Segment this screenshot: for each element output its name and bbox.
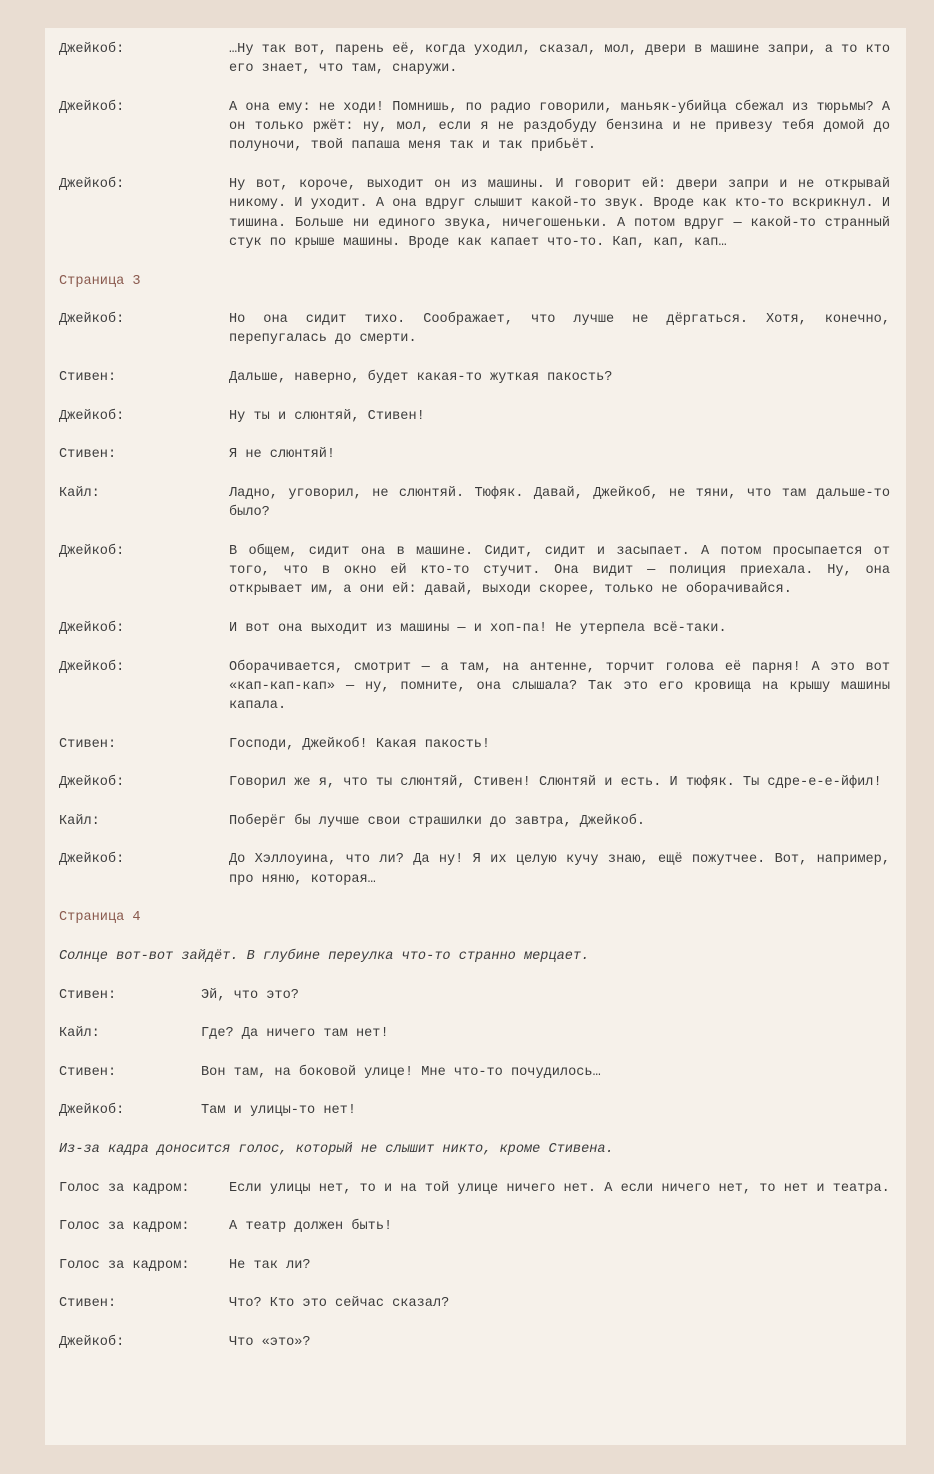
speaker-name: Джейкоб: [59,1103,125,1119]
speaker-name: Стивен: [59,1064,117,1080]
speaker-name: Джейкоб: [59,42,125,57]
speaker-name: Кайл: [59,1026,100,1042]
dialogue-text: Не так ли? [229,1257,311,1273]
speaker-name: Стивен: [59,987,117,1003]
speaker-name: Джейкоб: [59,659,125,675]
dialogue-text: А она ему: не ходи! Помнишь, по радио говорили, маньяк-убийца сбежал из тюрьмы? А он только ржёт: ну, мол, если я не раздобуду бензина и не привезу тебя домой до полуночи, твой папаша меня так и так прибьёт. [229,99,890,154]
dialogue-line [59,1217,890,1236]
stage-direction: Из-за кадра доносится голос, который не слышит никто, кроме Стивена. [59,1141,614,1157]
dialogue-text: Господи, Джейкоб! Какая пакость! [229,736,491,752]
dialogue-line [59,368,890,387]
dialogue-line [59,1063,890,1082]
speaker-name: Джейкоб: [59,620,125,636]
dialogue-line [59,407,890,426]
dialogue-text: Поберёг бы лучше свои страшилки до завтра, Джейкоб. [229,813,646,829]
stage-direction: Солнце вот-вот зайдёт. В глубине переулка что-то странно мерцает. [59,948,590,964]
dialogue-text: Оборачивается, смотрит — а там, на антенне, торчит голова её парня! А это вот «кап-кап-кап» — ну, помните, она слышала? Так это его кровища на крышу машины капала. [229,659,890,714]
dialogue-text: Дальше, наверно, будет какая-то жуткая пакость? [229,370,613,386]
screenplay-text [59,40,890,1352]
speaker-name: Голос за кадром: [59,1219,190,1235]
dialogue-text: Там и улицы-то нет! [201,1103,356,1119]
speaker-name: Кайл: [59,813,100,829]
dialogue-line [59,1256,890,1275]
speaker-name: Кайл: [59,485,100,501]
dialogue-text: Но она сидит тихо. Соображает, что лучше не дёргаться. Хотя, конечно, перепугалась до смерти. [229,312,890,347]
speaker-name: Джейкоб: [59,99,125,115]
speaker-name: Стивен: [59,736,117,752]
dialogue-text: И вот она выходит из машины — и хоп-па! Не утерпела всё-таки. [229,620,727,636]
speaker-name: Джейкоб: [59,852,125,868]
page-number-label: Страница 3 [59,273,141,289]
script-page [45,28,906,1445]
speaker-name: Голос за кадром: [59,1257,190,1273]
dialogue-line [59,986,890,1005]
dialogue-line [59,310,890,349]
speaker-name: Стивен: [59,1296,117,1312]
dialogue-line [59,484,890,523]
speaker-name: Голос за кадром: [59,1180,190,1196]
dialogue-line [59,542,890,600]
speaker-name: Стивен: [59,447,117,463]
dialogue-text: Эй, что это? [201,987,299,1003]
dialogue-text: Ладно, уговорил, не слюнтяй. Тюфяк. Давай, Джейкоб, не тяни, что там дальше-то было? [229,485,890,521]
page-number-label: Страница 4 [59,910,141,926]
speaker-name: Джейкоб: [59,177,125,193]
dialogue-text: В общем, сидит она в машине. Сидит, сидит и засыпает. А потом просыпается от того, что в окно ей кто-то стучит. Она видит — полиция приехала. Ну, она открывает им, а они ей: давай, выходи скорее, только не оборачивайся. [229,543,890,598]
dialogue-text: Что? Кто это сейчас сказал? [229,1296,450,1312]
dialogue-line [59,40,890,79]
dialogue-line [59,850,890,889]
dialogue-line [59,1101,890,1120]
dialogue-text: До Хэллоуина, что ли? Да ну! Я их целую кучу знаю, ещё пожутчее. Вот, например, про няню, которая… [229,852,890,887]
dialogue-text: А театр должен быть! [229,1219,393,1235]
speaker-name: Джейкоб: [59,543,125,559]
dialogue-line [59,1179,890,1198]
dialogue-text: Что «это»? [229,1334,311,1350]
speaker-name: Джейкоб: [59,1334,125,1350]
dialogue-line [59,175,890,252]
speaker-name: Джейкоб: [59,775,125,791]
dialogue-line [59,735,890,754]
speaker-name: Джейкоб: [59,312,125,328]
dialogue-text: Ну вот, короче, выходит он из машины. И говорит ей: двери запри и не открывай никому. И уходит. А она вдруг слышит какой-то звук. Вроде как кто-то вскрикнул. И тишина. Больше ни единого звука, ничегошеньки. А потом вдруг — какой-то странный стук по крыше машины. Вроде как капает что-то. Кап, кап, кап… [229,177,890,250]
dialogue-line [59,1333,890,1352]
dialogue-line [59,619,890,638]
dialogue-text: Говорил же я, что ты слюнтяй, Стивен! Слюнтяй и есть. И тюфяк. Ты сдре-е-е-йфил! [229,775,882,791]
dialogue-line [59,1024,890,1043]
dialogue-text: Где? Да ничего там нет! [201,1026,389,1042]
speaker-name: Стивен: [59,370,117,386]
dialogue-line [59,98,890,156]
dialogue-line [59,445,890,464]
dialogue-text: …Ну так вот, парень её, когда уходил, сказал, мол, двери в машине запри, а то кто его знает, что там, снаружи. [229,42,890,77]
dialogue-line [59,1294,890,1313]
speaker-name: Джейкоб: [59,408,125,424]
dialogue-text: Вон там, на боковой улице! Мне что-то почудилось… [201,1064,601,1080]
dialogue-line [59,812,890,831]
dialogue-text: Ну ты и слюнтяй, Стивен! [229,408,425,424]
dialogue-text: Если улицы нет, то и на той улице ничего нет. А если ничего нет, то нет и театра. [229,1180,890,1196]
dialogue-text: Я не слюнтяй! [229,447,336,463]
dialogue-line [59,658,890,716]
dialogue-line [59,773,890,792]
